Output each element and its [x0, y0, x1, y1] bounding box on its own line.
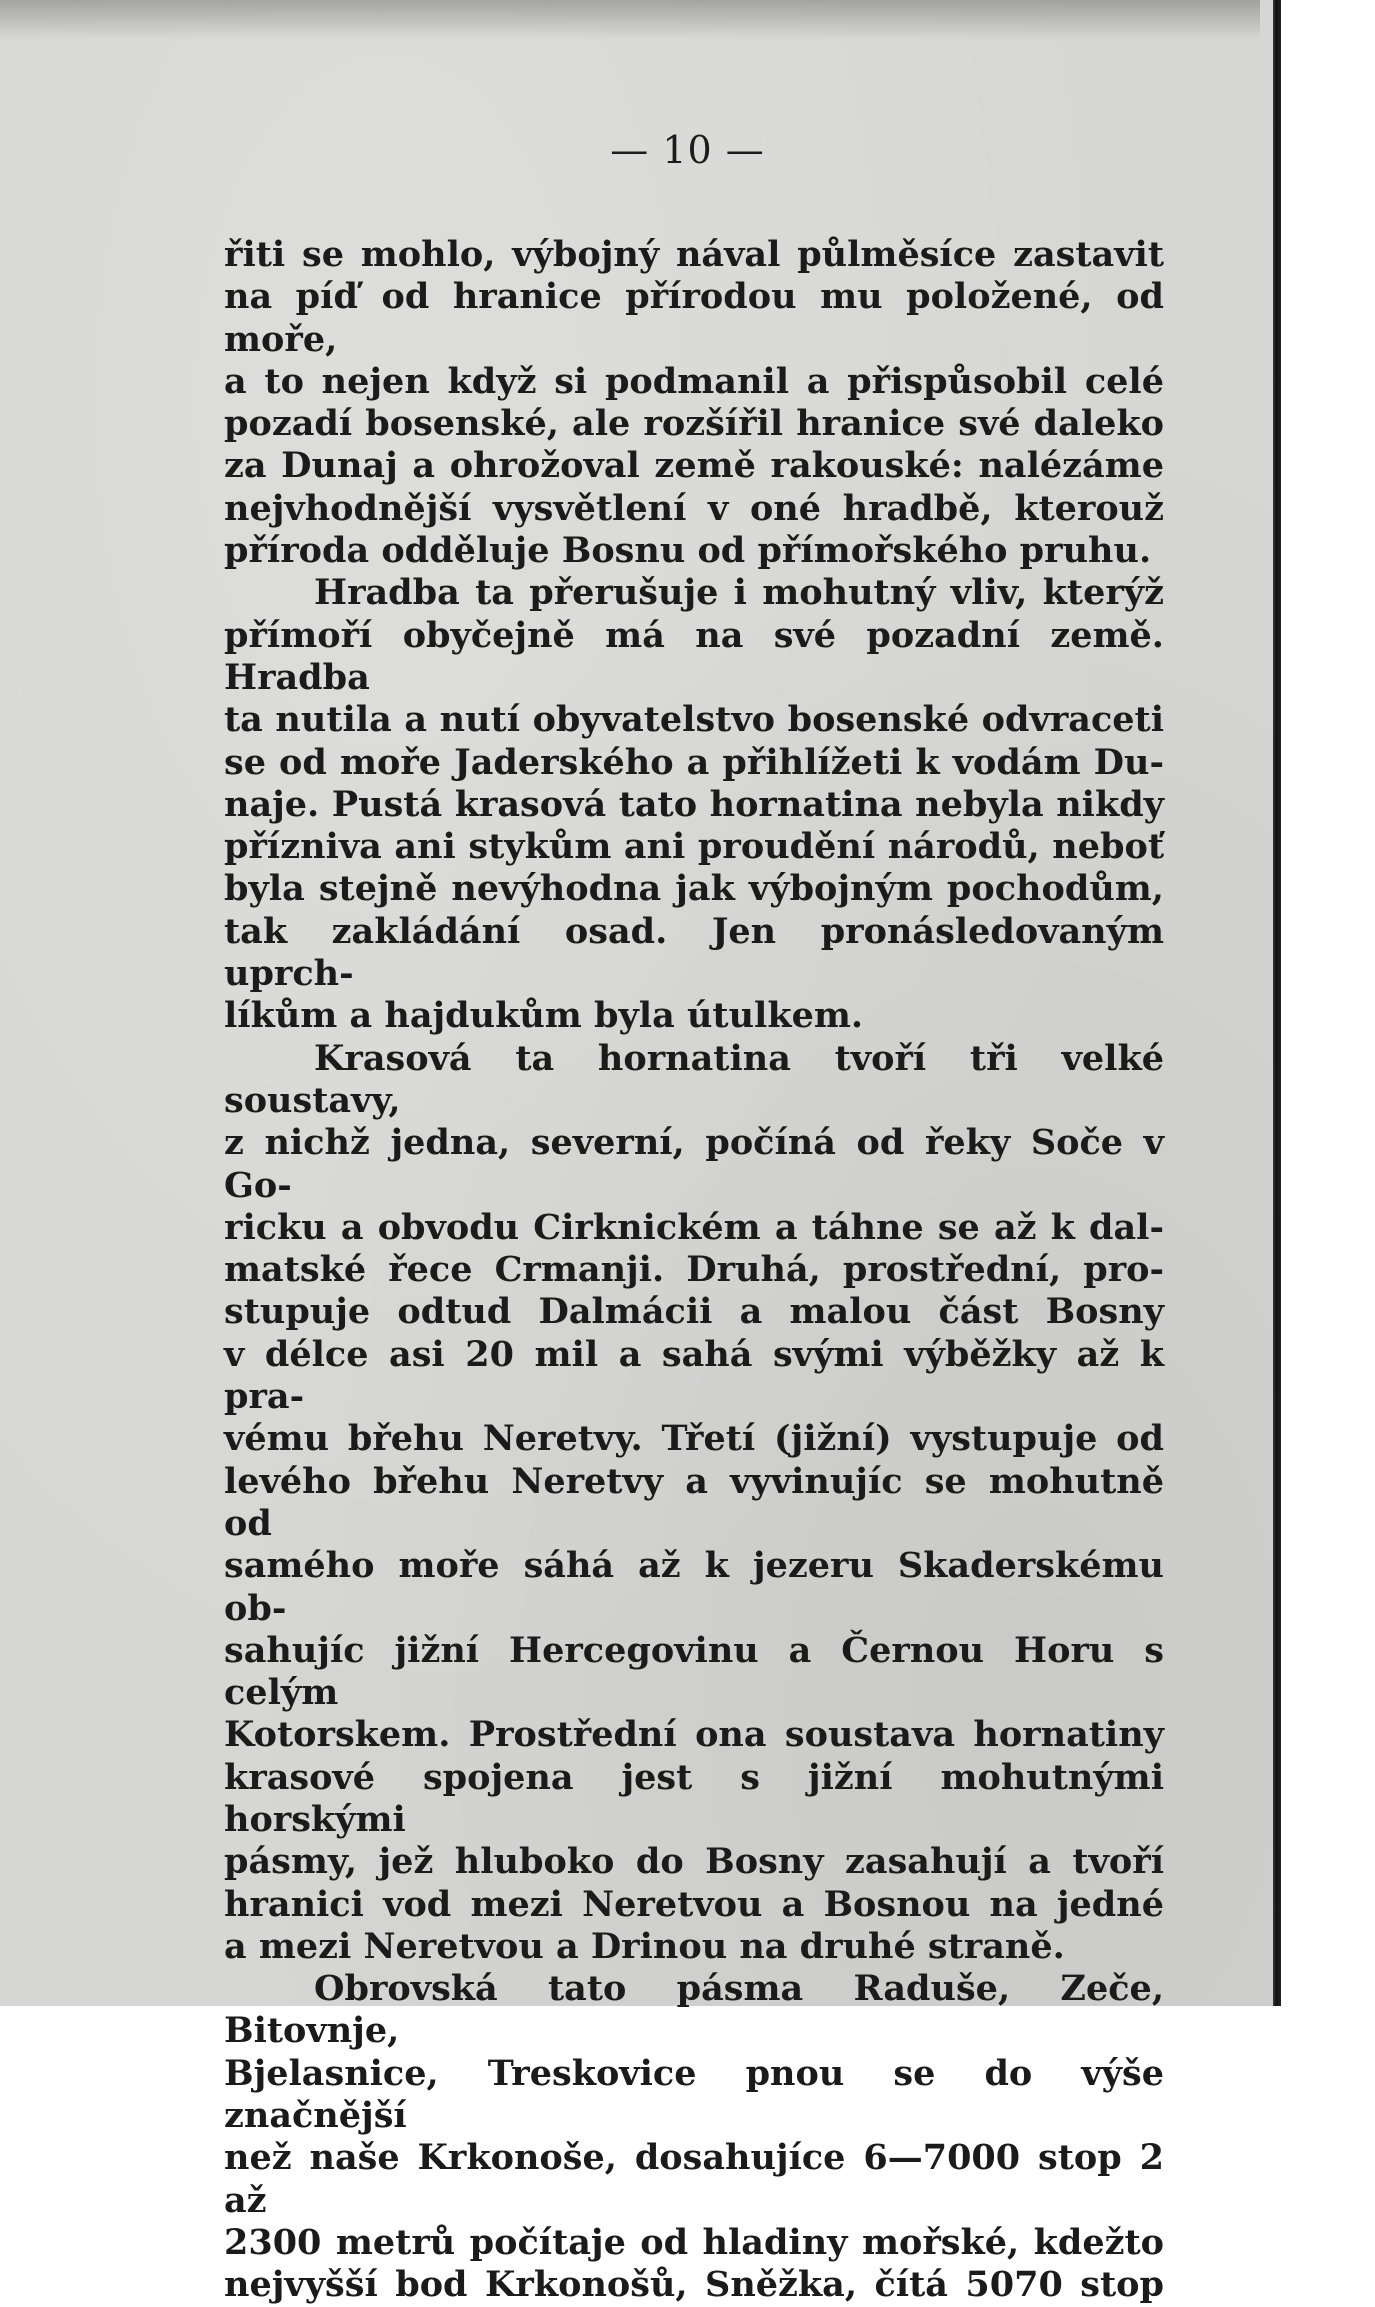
text-line: se od moře Jaderského a přihlížeti k vodám Du- [224, 741, 1164, 783]
text-line: Kotorskem. Prostřední ona soustava hornatiny [224, 1714, 1164, 1756]
text-line: vému břehu Neretvy. Třetí (jižní) vystupuje od [224, 1418, 1164, 1460]
text-line: ricku a obvodu Cirknickém a táhne se až k dal- [224, 1206, 1164, 1248]
text-line: přímoří obyčejně má na své pozadní země. Hradba [224, 614, 1164, 698]
text-line: krasové spojena jest s jižní mohutnými horskými [224, 1756, 1164, 1840]
text-line: samého moře sáhá až k jezeru Skaderskému ob- [224, 1545, 1164, 1629]
text-line: pásmy, jež hluboko do Bosny zasahují a tvoří [224, 1841, 1164, 1883]
text-line: matské řece Crmanji. Druhá, prostřední, pro- [224, 1249, 1164, 1291]
text-line: nejvhodnější vysvětlení v oné hradbě, kterouž [224, 487, 1164, 529]
text-line: z nichž jedna, severní, počíná od řeky Soče v Go- [224, 1122, 1164, 1206]
text-line: Bjelasnice, Treskovice pnou se do výše značnější [224, 2052, 1164, 2137]
text-line: přízniva ani stykům ani proudění národů, neboť [224, 826, 1164, 868]
text-line: za Dunaj a ohrožoval země rakouské: nalézáme [224, 445, 1164, 487]
text-line: příroda odděluje Bosnu od přímořského pruhu. [224, 530, 1152, 572]
text-line: v délce asi 20 mil a sahá svými výběžky až k pra- [224, 1333, 1164, 1418]
text-line: levého břehu Neretvy a vyvinujíc se mohutně od [224, 1460, 1164, 1544]
text-line: ta nutila a nutí obyvatelstvo bosenské odvraceti [224, 699, 1164, 741]
text-line: a to nejen když si podmanil a přispůsobil celé [224, 360, 1164, 402]
text-line: stupuje odtud Dalmácii a malou část Bosny [224, 1291, 1164, 1333]
text-line: byla stejně nevýhodna jak výbojným pochodům, [224, 868, 1164, 910]
text-line: nejvyšší bod Krkonošů, Sněžka, čítá 5070 stop [224, 2264, 1164, 2306]
text-line: naje. Pustá krasová tato hornatina nebyla nikdy [224, 783, 1164, 825]
text-line: tak zakládání osad. Jen pronásledovaným uprch- [224, 910, 1164, 995]
page-number: — 10 — [610, 128, 765, 172]
text-line: Obrovská tato pásma Raduše, Zeče, Bitovnje, [224, 1968, 1164, 2052]
text-line: Krasová ta hornatina tvoří tři velké soustavy, [224, 1037, 1164, 1121]
text-line: hranici vod mezi Neretvou a Bosnou na jedné [224, 1883, 1164, 1925]
text-line: sahujíc jižní Hercegovinu a Černou Horu s celým [224, 1629, 1164, 1714]
text-line: než naše Krkonoše, dosahujíce 6—7000 stop 2 až [224, 2137, 1164, 2221]
text-line: řiti se mohlo, výbojný nával půlměsíce zastavit [224, 234, 1164, 275]
text-line: a mezi Neretvou a Drinou na druhé straně. [224, 1925, 1065, 1967]
text-line: na píď od hranice přírodou mu položené, od moře, [224, 276, 1164, 360]
text-line: 2300 metrů počítaje od hladiny mořské, kdežto [224, 2221, 1164, 2263]
text-line: líkům a hajdukům byla útulkem. [224, 995, 864, 1037]
page-binding-edge [1273, 0, 1281, 2006]
text-line: pozadí bosenské, ale rozšířil hranice své daleko [224, 403, 1164, 445]
page-top-shadow [0, 0, 1260, 40]
page-text [224, 234, 1164, 2307]
text-line: Hradba ta přerušuje i mohutný vliv, kterýž [314, 572, 1164, 614]
